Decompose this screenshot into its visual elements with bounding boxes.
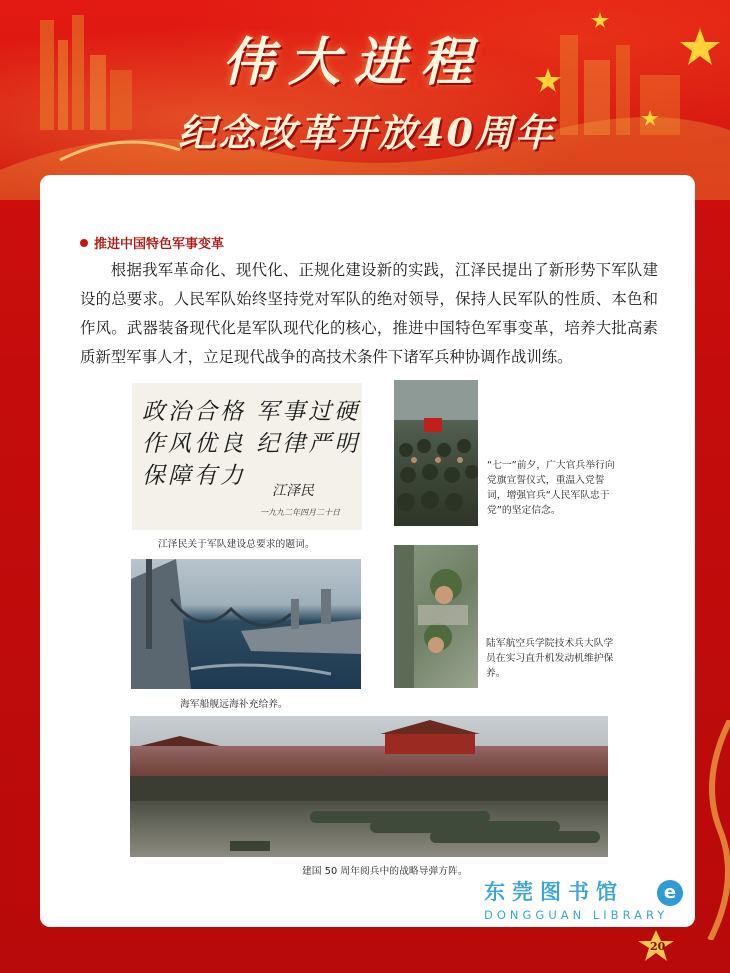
missile-parade-photo [130, 716, 608, 857]
calligraphy-line-2: 作风优良 纪律严明 [142, 431, 361, 457]
navy-replenishment-photo [131, 559, 361, 689]
calligraphy-line-3: 保障有力 [142, 463, 246, 489]
library-name-cn: 东莞图书馆 [484, 880, 624, 904]
library-branding [484, 876, 668, 922]
bullet-dot-icon [80, 239, 88, 247]
great-wall-decoration [690, 720, 730, 940]
section-heading-text: 推进中国特色军事变革 [94, 237, 225, 252]
body-paragraph: 根据我军革命化、现代化、正规化建设新的实践，江泽民提出了新形势下军队建设的总要求。人民军队始终坚持党对军队的绝对领导，保持人民军队的性质、本色和作风。武器装备现代化是军队现代化的核心，推进中国特色军事变革，培养大批高素质新型军事人才，立足现代战争的高技术条件下诸军兵种协调作战训练。 [80, 261, 658, 366]
helicopter-maintenance-photo [394, 545, 478, 688]
section-heading [80, 233, 224, 252]
calligraphy-date: 一九九二年四月二十日 [260, 508, 340, 517]
library-logo-icon: e [657, 880, 683, 906]
caption-aviation: 陆军航空兵学院技术兵大队学员在实习直升机发动机维护保养。 [486, 638, 614, 679]
caption-navy: 海军船舰远海补充给养。 [180, 699, 288, 710]
oath-ceremony-photo [394, 380, 478, 526]
calligraphy-image [132, 383, 362, 530]
caption-parade: 建国 50 周年阅兵中的战略导弹方阵。 [302, 866, 468, 877]
calligraphy-signature: 江泽民 [272, 483, 314, 499]
banner-subtitle: 纪念改革开放40周年 [178, 110, 555, 155]
banner-title: 伟大进程 [222, 32, 487, 93]
header-banner [0, 0, 730, 200]
caption-calligraphy: 江泽民关于军队建设总要求的题词。 [158, 539, 315, 550]
library-name-en: DONGGUAN LIBRARY [484, 908, 669, 922]
calligraphy-line-1: 政治合格 军事过硬 [142, 399, 361, 425]
page-number: 20 [650, 940, 666, 953]
caption-oath: “七一”前夕，广大官兵举行向党旗宣誓仪式，重温入党誓词，增强官兵“人民军队忠于党”的坚定信念。 [487, 460, 615, 516]
